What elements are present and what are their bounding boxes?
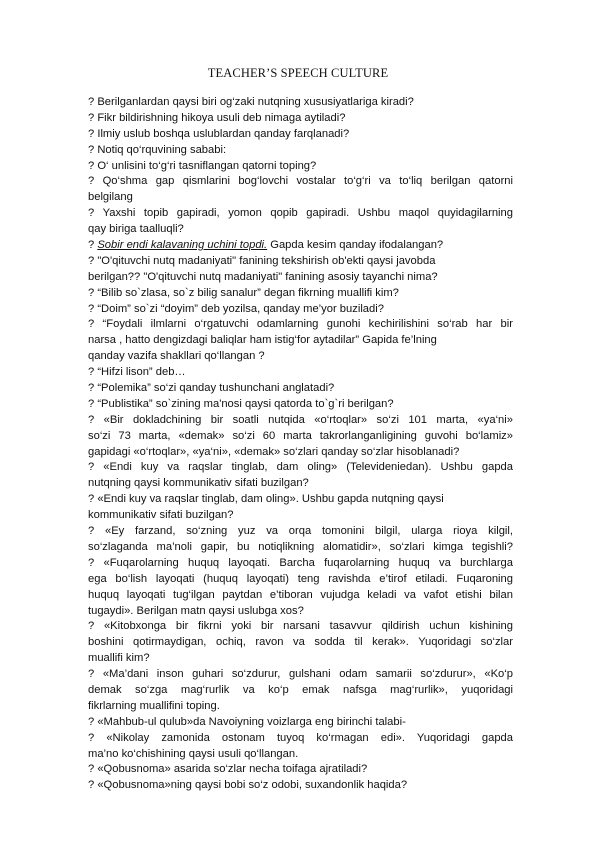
text-line: demak so‘zga mag‘rurlik va ko‘p emak nafsga mag‘rurlik», yuqoridagi [88,683,513,696]
text-line: ? «Mahbub-ul qulub»da Navoiyning voizlarga eng birinchi talabi- [88,715,406,728]
text-line: ? «Qobusnoma»ning qaysi bobi so‘z odobi, suxandonlik haqida? [88,779,408,792]
text-line: so‘zlaganda ma’noli gapir, bu notiqlikning alomatidir», so‘zlari kimga tegishli? [88,540,513,553]
text-line: ? "O'qituvchi nutq madaniyati" fanining tekshirish ob'ekti qaysi javobda [88,254,436,267]
text-line: ? «Ma’dani inson guhari so‘zdurur, gulshani odam samarii so‘zdurur», «Ko‘p [88,668,513,681]
text-line: ma’no ko‘chishining qaysi usuli qo‘llangan. [88,747,299,760]
text-line: nutqning qaysi kommunikativ sifati buzilgan? [88,477,309,490]
text-line: ? Fikr bildirishning hikoya usuli deb nimaga aytiladi? [88,111,346,124]
text-line: ? “Publistika” so`zining ma'nosi qaysi qatorda to`g`ri berilgan? [88,397,394,410]
text-line: ? «Ey farzand, so‘zning yuz va orqa tomonini bilgil, ularga rioya kilgil, [88,525,513,538]
text-line [88,238,513,254]
text-line: qay biriga taalluqli? [88,223,184,236]
text-line: ? Notiq qo‘rquvining sababi: [88,143,227,156]
text-line: ? “Doim” so`zi “doyim” deb yozilsa, qanday me’yor buziladi? [88,302,384,315]
text-line: tugaydi». Berilgan matn qaysi uslubga xos? [88,604,304,617]
text-line: ? Berilganlardan qaysi biri og‘zaki nutqning xususiyatlariga kiradi? [88,96,414,108]
text-line: qanday vazifa shakllari qo‘llangan ? [88,350,265,363]
text-line: ? «Fuqarolarning huquq layoqati. Barcha fuqarolarning huquq va burchlarga [88,556,513,569]
text-line: ega bo‘lish layoqati (huquq layoqati) teng ravishda e’tirof etiladi. Fuqaroning [88,572,513,585]
text-line: ? Yaxshi topib gapiradi, yomon qopib gapiradi. Ushbu maqol quyidagilarning [88,207,513,220]
text-line: narsa , hatto dengizdagi baliqlar ham istig‘for aytadilar” Gapida fe’lning [88,334,437,347]
emphasized-sentence: Sobir endi kalavaning uchini topdi. [97,239,268,252]
text-line: ? «Kitobxonga bir fikrni yoki bir narsani tasavvur qildirish uchun kishining [88,620,513,633]
text-line: ? Ilmiy uslub boshqa uslublardan qanday farqlanadi? [88,127,350,140]
text-line: ? Qo‘shma gap qismlarini bog‘lovchi vostalar to‘g‘ri va to‘liq berilgan qatorni [88,175,513,188]
text-line: muallifi kim? [88,652,150,665]
text-line: so‘zi 73 marta, «demak» so‘zi 60 marta takrorlanganligining guvohi bo‘lamiz» [88,429,513,442]
text-line-suffix: Gapda kesim qanday ifodalangan? [267,239,444,252]
text-line: ? “Polemika” so‘zi qanday tushunchani anglatadi? [88,382,335,395]
text-line: ? “Hifzi lison” deb… [88,366,186,379]
text-line: ? “Bilib so`zlasa, so`z bilig sanalur” degan fikrning muallifi kim? [88,286,399,299]
text-line: fikrlarning muallifini toping. [88,699,220,712]
text-line: kommunikativ sifati buzilgan? [88,509,234,522]
text-line: ? «Endi kuy va raqslar tinglab, dam oling» (Televideniedan). Ushbu gapda [88,461,513,474]
page-title: TEACHER’S SPEECH CULTURE [207,66,389,80]
text-line: ? «Qobusnoma» asarida so‘zlar necha toifaga ajratiladi? [88,763,368,776]
text-line: boshini qotirmaydigan, ochiq, ravon va sodda til kerak». Yuqoridagi so‘zlar [88,636,513,649]
text-line: berilgan?? "O'qituvchi nutq madaniyati" fanining asosiy tayanchi nima? [88,270,438,283]
text-line: huquq layoqati tug‘ilgan paytdan e’tiboran vujudga keladi va vafot etishi bilan [88,588,513,601]
text-line: ? «Bir dokladchining bir soatli nutqida «o‘rtoqlar» so‘zi 101 marta, «ya‘ni» [88,413,513,426]
text-line: ? O‘ unlisini to‘g‘ri tasniflangan qatorni toping? [88,159,317,172]
question-list [88,95,513,794]
text-line: gapidagi «o‘rtoqlar», «ya‘ni», «demak» so‘zlari qanday so‘zlar hisoblanadi? [88,445,460,458]
text-line: ? «Endi kuy va raqslar tinglab, dam oling». Ushbu gapda nutqning qaysi [88,493,444,506]
text-line-prefix: ? [88,239,98,252]
text-line: belgilang [88,191,133,204]
text-line: ? «Nikolay zamonida ostonam tuyoq ko‘rmagan edi». Yuqoridagi gapda [88,731,513,744]
text-line: ? “Foydali ilmlarni o‘rgatuvchi odamlarning gunohi kechirilishini so‘rab har bir [88,318,513,331]
